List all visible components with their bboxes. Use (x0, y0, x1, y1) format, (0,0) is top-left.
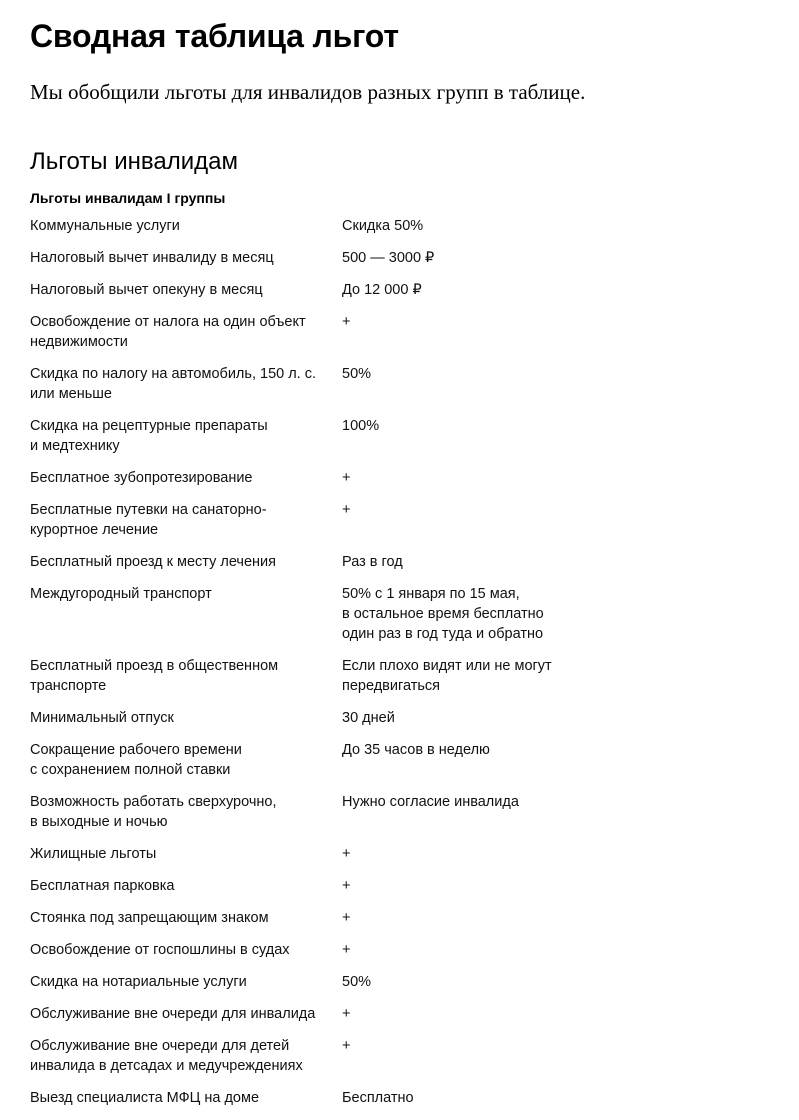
benefit-name: Стоянка под запрещающим знаком (30, 910, 269, 926)
benefit-value: До 12 000 ₽ (342, 282, 422, 298)
benefit-name: Минимальный отпуск (30, 710, 174, 726)
table-row (30, 656, 642, 708)
benefit-value: Скидка 50% (342, 218, 424, 234)
benefit-name: Обслуживание вне очереди для детей инвалида в детсадах и медучреждениях (30, 1038, 303, 1074)
table-row (30, 876, 642, 908)
benefit-value: 500 — 3000 ₽ (342, 250, 435, 266)
benefit-value: 50% с 1 января по 15 мая, в остальное время бесплатно один раз в год туда и обратно (342, 586, 544, 642)
benefit-value: + (342, 470, 351, 486)
table-row (30, 940, 642, 972)
table-row (30, 908, 642, 940)
benefit-value: + (342, 878, 351, 894)
table-row (30, 1004, 642, 1036)
benefit-value: Раз в год (342, 554, 403, 570)
table-row (30, 248, 642, 280)
benefit-name: Междугородный транспорт (30, 586, 212, 602)
benefit-value: + (342, 1006, 351, 1022)
table-row (30, 584, 642, 656)
benefit-value: + (342, 314, 351, 330)
benefit-value: 50% (342, 974, 372, 990)
benefit-name: Бесплатные путевки на санаторно- курортное лечение (30, 502, 267, 538)
benefit-name: Налоговый вычет опекуну в месяц (30, 282, 263, 298)
table-caption: Льготы инвалидам I группы (30, 190, 226, 206)
table-row (30, 1088, 642, 1120)
table-row (30, 216, 642, 248)
table-row (30, 312, 642, 364)
benefit-name: Выезд специалиста МФЦ на доме (30, 1090, 260, 1106)
page-title: Сводная таблица льгот (30, 18, 399, 54)
benefit-name: Бесплатный проезд к месту лечения (30, 554, 276, 570)
benefit-name: Бесплатная парковка (30, 878, 175, 894)
benefit-value: Если плохо видят или не могут передвигаться (342, 658, 552, 694)
benefit-value: + (342, 502, 351, 518)
benefit-value: Нужно согласие инвалида (342, 794, 519, 810)
benefit-value: + (342, 942, 351, 958)
benefit-name: Освобождение от госпошлины в судах (30, 942, 290, 958)
table-row (30, 708, 642, 740)
table-row (30, 1036, 642, 1088)
benefit-name: Освобождение от налога на один объект недвижимости (30, 314, 306, 350)
benefit-value: До 35 часов в неделю (342, 742, 490, 758)
benefits-table-body (30, 216, 642, 1120)
benefit-value: 50% (342, 366, 372, 382)
benefit-name: Скидка на рецептурные препараты и медтехнику (30, 418, 268, 454)
benefit-name: Коммунальные услуги (30, 218, 180, 234)
intro-paragraph: Мы обобщили льготы для инвалидов разных групп в таблице. (30, 80, 586, 104)
table-row (30, 844, 642, 876)
benefit-name: Сокращение рабочего времени с сохранением полной ставки (30, 742, 242, 778)
benefits-table (30, 216, 642, 1120)
benefit-name: Бесплатный проезд в общественном транспорте (30, 658, 279, 694)
table-row (30, 468, 642, 500)
benefit-name: Жилищные льготы (30, 846, 157, 862)
benefit-name: Налоговый вычет инвалиду в месяц (30, 250, 274, 266)
benefit-name: Бесплатное зубопротезирование (30, 470, 253, 486)
benefit-name: Скидка по налогу на автомобиль, 150 л. с. или меньше (30, 366, 317, 402)
benefit-name: Обслуживание вне очереди для инвалида (30, 1006, 316, 1022)
benefit-name: Скидка на нотариальные услуги (30, 974, 247, 990)
table-row (30, 500, 642, 552)
table-row (30, 792, 642, 844)
benefit-value: 30 дней (342, 710, 395, 726)
benefit-value: 100% (342, 418, 380, 434)
benefit-value: + (342, 846, 351, 862)
table-row (30, 552, 642, 584)
benefit-value: Бесплатно (342, 1090, 414, 1106)
table-row (30, 364, 642, 416)
section-title: Льготы инвалидам (30, 148, 238, 175)
table-row (30, 416, 642, 468)
benefit-name: Возможность работать сверхурочно, в выходные и ночью (30, 794, 277, 830)
table-row (30, 280, 642, 312)
table-row (30, 972, 642, 1004)
table-row (30, 740, 642, 792)
benefit-value: + (342, 910, 351, 926)
benefit-value: + (342, 1038, 351, 1054)
